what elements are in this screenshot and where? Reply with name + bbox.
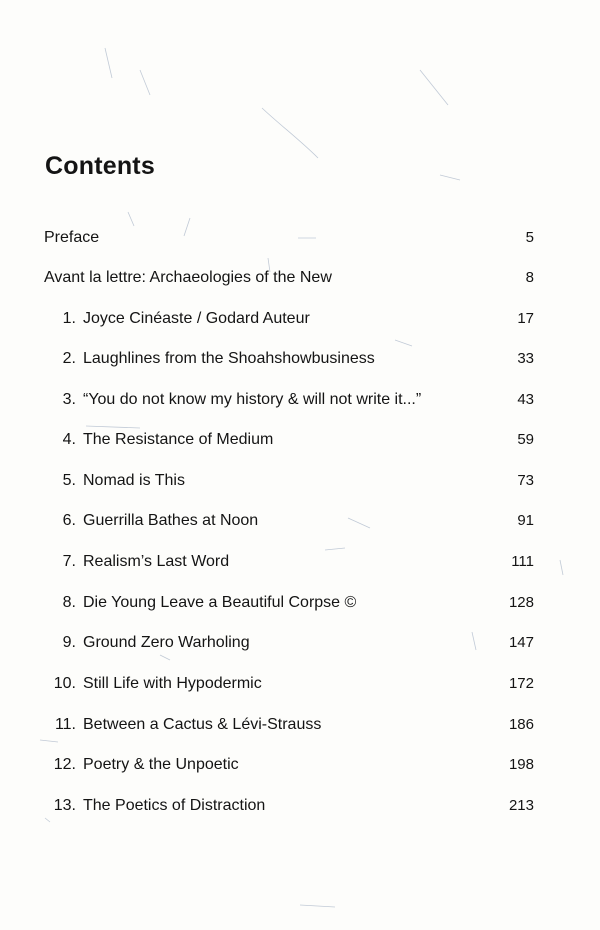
entry-title: Joyce Cinéaste / Godard Auteur <box>83 310 310 327</box>
page-number: 43 <box>517 391 534 408</box>
chapter-number: 3. <box>62 391 76 408</box>
toc-entry <box>0 428 600 452</box>
toc-entry <box>0 347 600 371</box>
page-number: 5 <box>525 229 534 246</box>
entry-title: Poetry & the Unpoetic <box>83 756 239 773</box>
page-number: 213 <box>508 797 534 814</box>
entry-title: Preface <box>44 229 100 246</box>
page-number: 198 <box>508 756 534 773</box>
toc-entry <box>0 591 600 615</box>
chapter-number: 12. <box>53 756 76 773</box>
chapter-number: 4. <box>62 431 76 448</box>
chapter-number: 13. <box>53 797 76 814</box>
chapter-number: 11. <box>54 716 76 733</box>
chapter-number: 1. <box>62 310 76 327</box>
chapter-number: 8. <box>62 594 76 611</box>
toc-entry <box>0 794 600 818</box>
toc-entry <box>0 469 600 493</box>
entry-title: Avant la lettre: Archaeologies of the New <box>44 269 332 286</box>
entry-title: Ground Zero Warholing <box>83 634 250 651</box>
chapter-number: 2. <box>62 350 76 367</box>
entry-title: Laughlines from the Shoahshowbusiness <box>83 350 375 367</box>
page-number: 111 <box>511 553 534 570</box>
page-number: 17 <box>517 310 534 327</box>
page-number: 8 <box>525 269 534 286</box>
page-number: 147 <box>508 634 534 651</box>
entry-title: Guerrilla Bathes at Noon <box>83 512 259 529</box>
toc-entry <box>0 307 600 331</box>
toc-entry <box>0 672 600 696</box>
page-number: 172 <box>508 675 534 692</box>
entry-title: Nomad is This <box>83 472 185 489</box>
chapter-number: 6. <box>62 512 76 529</box>
entry-title: The Poetics of Distraction <box>83 797 266 814</box>
page-number: 73 <box>517 472 534 489</box>
entry-title: The Resistance of Medium <box>83 431 274 448</box>
page-number: 33 <box>517 350 534 367</box>
page-number: 186 <box>508 716 534 733</box>
entry-title: Die Young Leave a Beautiful Corpse © <box>83 594 357 611</box>
toc-entry <box>0 550 600 574</box>
toc-entry <box>0 713 600 737</box>
chapter-number: 5. <box>62 472 76 489</box>
toc-entry <box>0 753 600 777</box>
toc-entry <box>0 226 600 250</box>
contents-heading: Contents <box>45 152 155 180</box>
chapter-number: 7. <box>62 553 76 570</box>
toc-entry <box>0 509 600 533</box>
entry-title: Realism’s Last Word <box>83 553 230 570</box>
chapter-number: 9. <box>62 634 76 651</box>
toc-entry <box>0 266 600 290</box>
chapter-number: 10. <box>53 675 76 692</box>
page-number: 91 <box>517 512 534 529</box>
toc-entry <box>0 631 600 655</box>
page-number: 128 <box>508 594 534 611</box>
page-number: 59 <box>517 431 534 448</box>
entry-title: Still Life with Hypodermic <box>83 675 262 692</box>
entry-title: Between a Cactus & Lévi-Strauss <box>83 716 322 733</box>
toc-entry <box>0 388 600 412</box>
entry-title: “You do not know my history & will not write it...” <box>83 391 422 408</box>
